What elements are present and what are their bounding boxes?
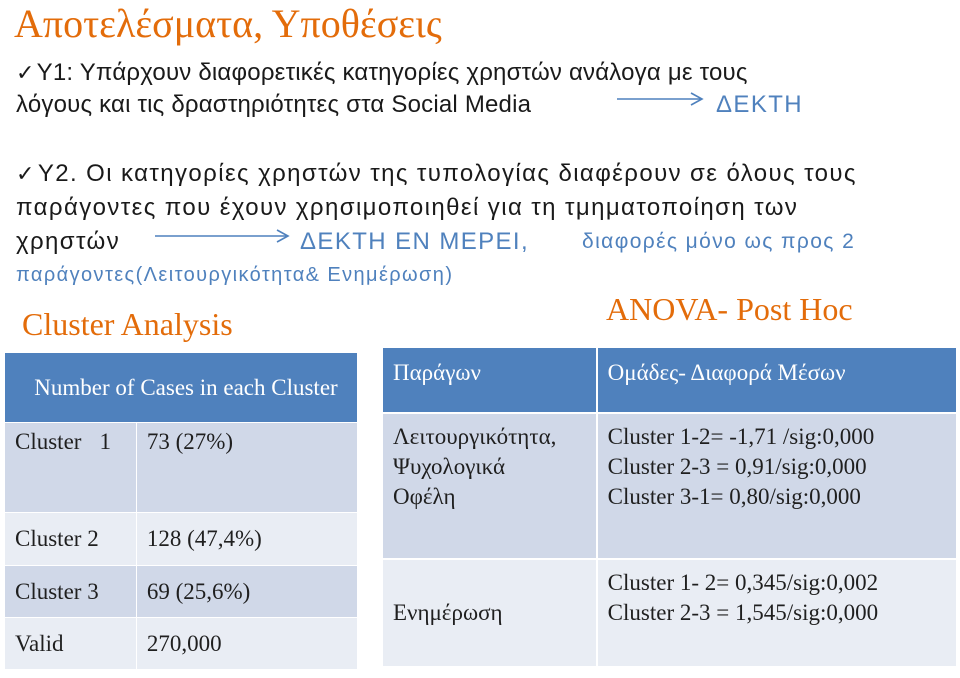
table-row <box>382 413 957 559</box>
table-cell: 73 (27%) <box>136 423 357 513</box>
hypothesis-1-result: ΔΕΚΤΗ <box>716 91 804 118</box>
table-row <box>5 513 358 566</box>
table-header-row <box>5 353 358 423</box>
table-cell: 270,000 <box>136 618 357 670</box>
hypothesis-2-line2: παράγοντες που έχουν χρησιμοποιηθεί για τη τμηματοποίηση των <box>16 194 799 221</box>
checkmark-icon: ✓ <box>16 61 35 86</box>
anova-header-factor: Παράγων <box>382 347 597 413</box>
hypothesis-2-line4: παράγοντες(Λειτουργικότητα& Ενημέρωση) <box>16 264 454 286</box>
table-cell: Cluster 1- 2= 0,345/sig:0,002 Cluster 2-3 = 1,545/sig:0,000 <box>597 559 957 667</box>
table-cell: 69 (25,6%) <box>136 566 357 618</box>
table-row <box>5 423 358 513</box>
table-row <box>382 559 957 667</box>
hypothesis-2-line3: χρηστών <box>16 228 121 255</box>
hypothesis-2-line1: ✓Υ2. Οι κατηγορίες χρηστών της τυπολογίας διαφέρουν σε όλους τους <box>16 160 857 187</box>
checkmark-icon: ✓ <box>16 162 36 187</box>
anova-header-diff: Ομάδες- Διαφορά Μέσων <box>597 347 957 413</box>
hypothesis-1-line1: ✓Υ1: Υπάρχουν διαφορετικές κατηγορίες χρηστών ανάλογα με τους <box>16 59 748 86</box>
hypothesis-1-line2: λόγους και τις δραστηριότητες στα Social Media <box>16 91 532 118</box>
anova-heading: ANOVA- Post Hoc <box>606 291 853 327</box>
arrow-right-icon <box>155 227 291 243</box>
page-title: Αποτελέσματα, Υποθέσεις <box>14 1 442 46</box>
table-cell: Cluster 1 <box>5 423 137 513</box>
table-cell: Cluster 1-2= -1,71 /sig:0,000 Cluster 2-3 = 0,91/sig:0,000 Cluster 3-1= 0,80/sig:0,000 <box>597 413 957 559</box>
table-cell: Valid <box>5 618 137 670</box>
cluster-table <box>4 352 358 670</box>
cluster-table-header: Number of Cases in each Cluster <box>5 353 358 423</box>
table-cell: Cluster 3 <box>5 566 137 618</box>
table-row <box>5 566 358 618</box>
hypothesis-2-result-note: διαφορές μόνο ως προς 2 <box>582 230 856 253</box>
table-row <box>5 618 358 670</box>
cluster-analysis-heading: Cluster Analysis <box>22 306 233 342</box>
table-cell: Λειτουργικότητα, Ψυχολογικά Οφέλη <box>382 413 597 559</box>
table-cell: Ενημέρωση <box>382 559 597 667</box>
table-cell: Cluster 2 <box>5 513 137 566</box>
anova-table <box>381 346 958 668</box>
arrow-right-icon <box>617 90 705 106</box>
table-header-row <box>382 347 957 413</box>
hypothesis-2-result: ΔΕΚΤΗ ΕΝ ΜΕΡΕΙ, <box>300 228 530 255</box>
table-cell: 128 (47,4%) <box>136 513 357 566</box>
